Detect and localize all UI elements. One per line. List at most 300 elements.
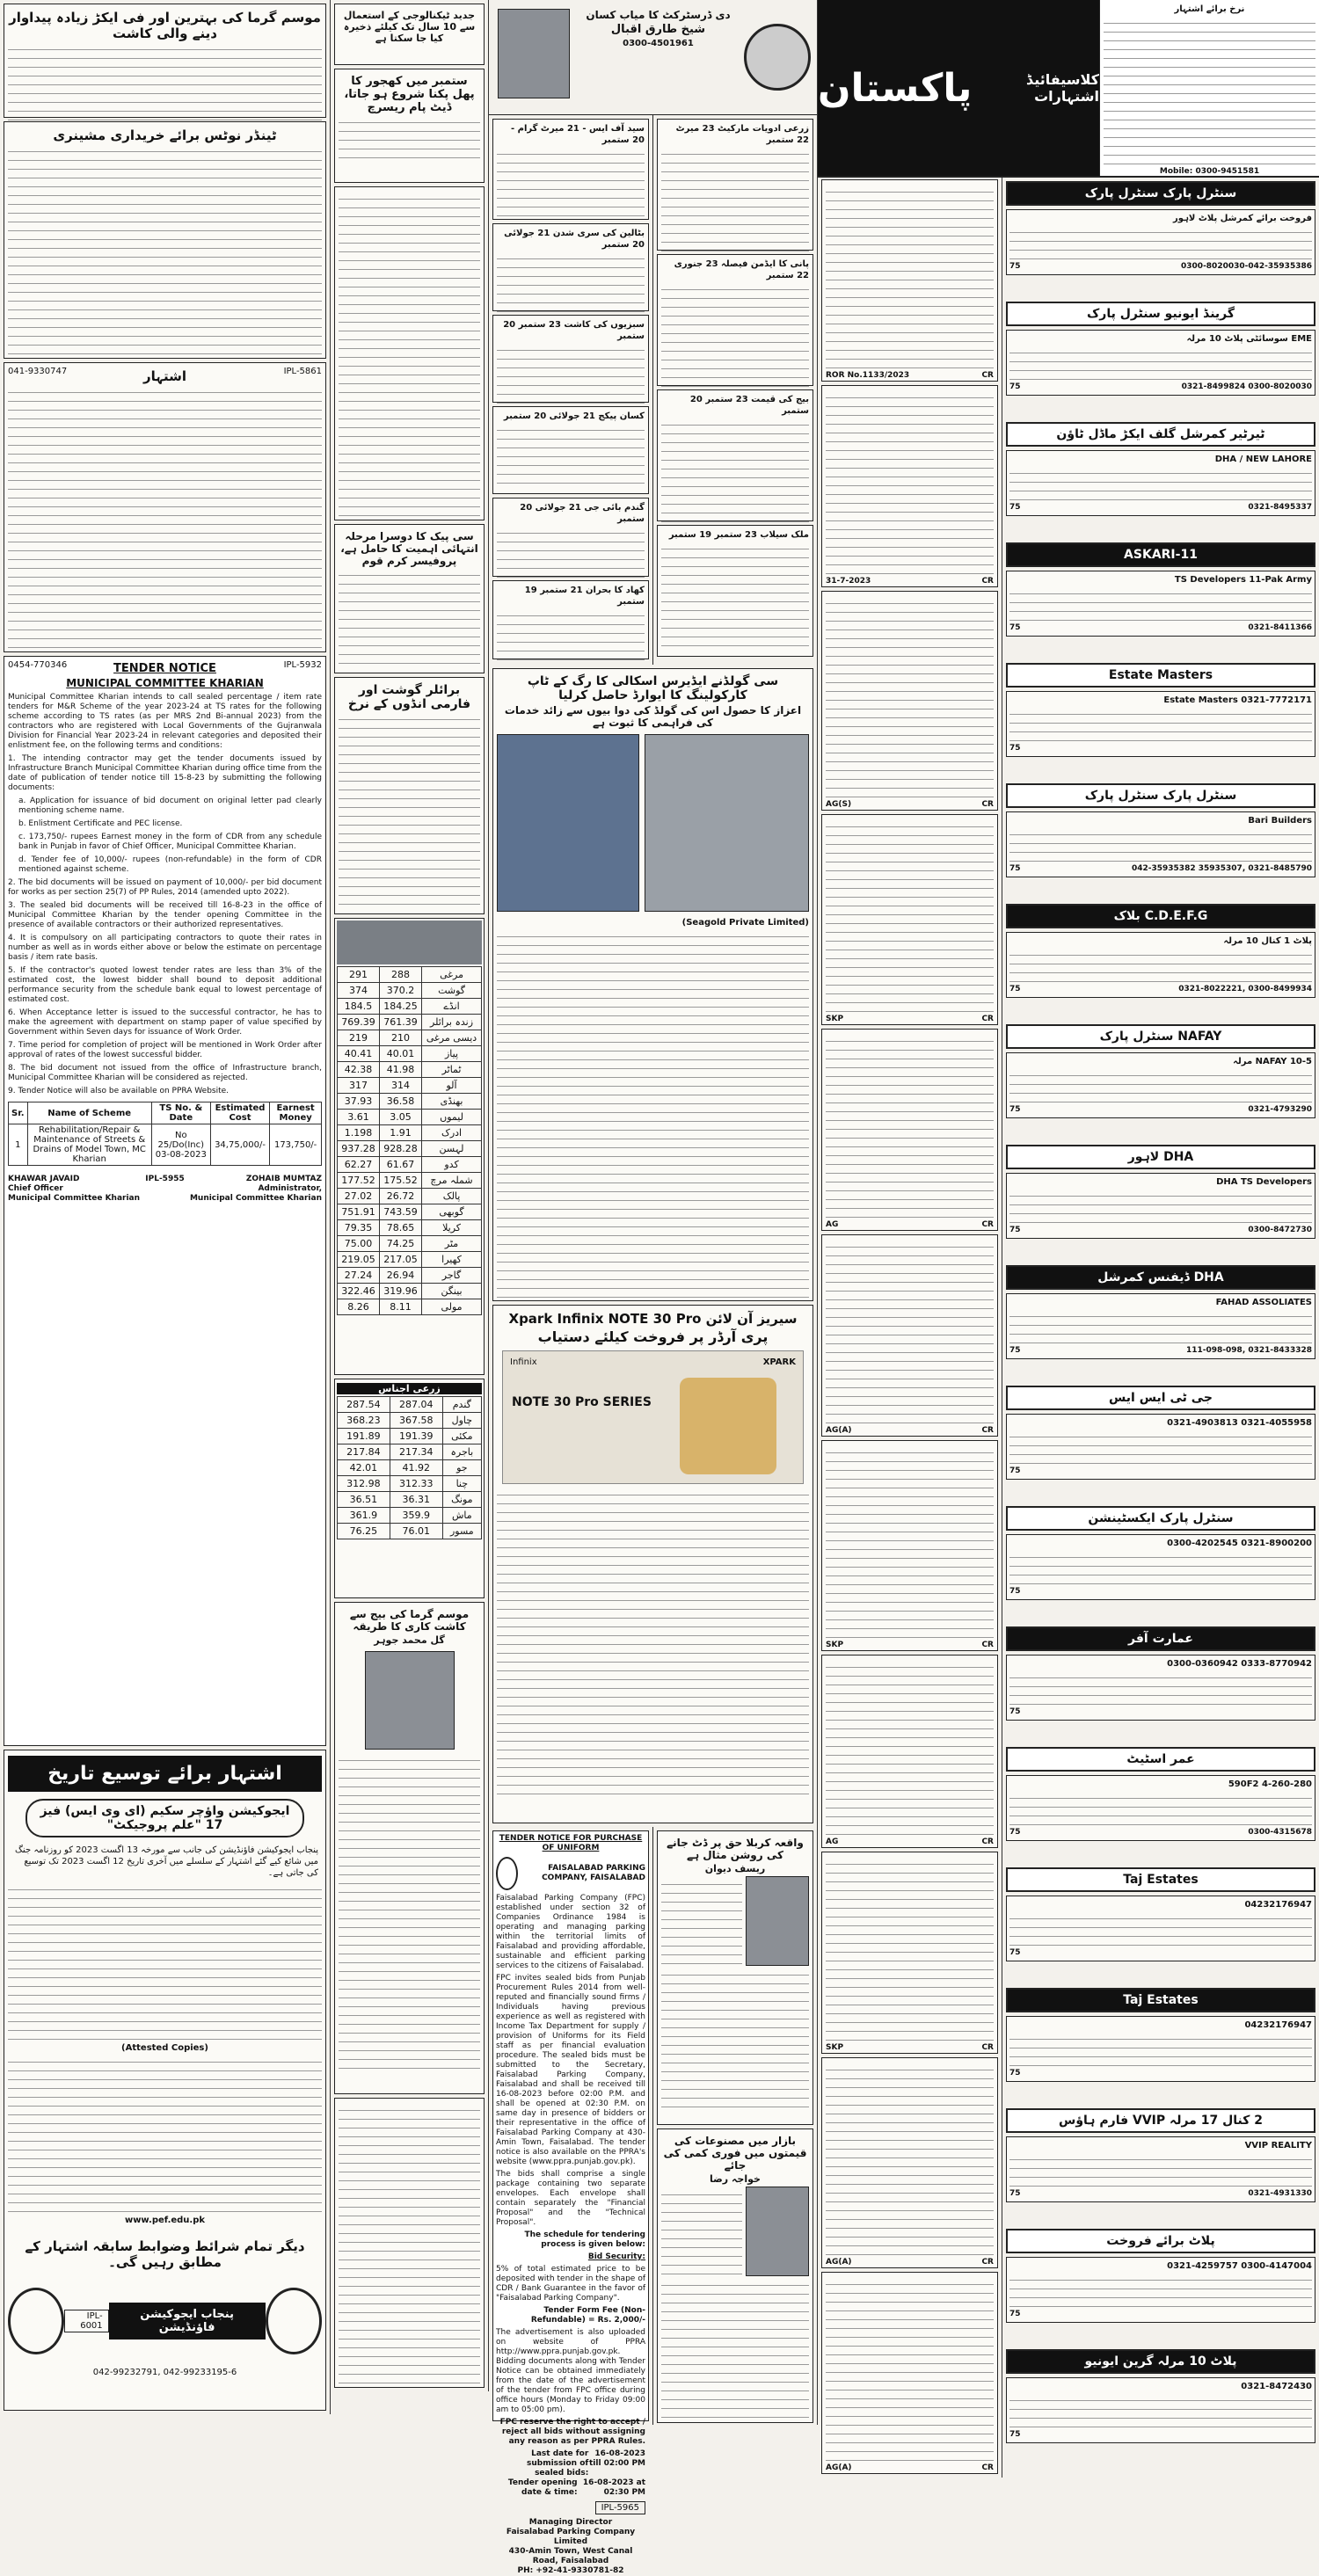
rate-row bbox=[338, 1299, 482, 1315]
rate-item: چنا bbox=[442, 1476, 481, 1492]
classified-title: Estate Masters bbox=[1006, 663, 1315, 688]
column-agri-news bbox=[331, 0, 489, 2391]
pef-subtitle: ایجوکیشن واؤچر سکیم (ای وی ایس) فیز 17 "علم پروجیکٹ" bbox=[26, 1799, 304, 1837]
rate-value: 217.84 bbox=[338, 1444, 390, 1460]
seed-ad bbox=[4, 4, 326, 118]
rate-value: 312.98 bbox=[338, 1476, 390, 1492]
classified-ad bbox=[1002, 1626, 1319, 1743]
classified-ad bbox=[1002, 542, 1319, 659]
classified-ad bbox=[1002, 422, 1319, 539]
classified-text: NAFAY 10-5 مرلہ bbox=[1233, 1057, 1312, 1066]
tender-notice-kharian bbox=[4, 656, 326, 1746]
rate-value: 8.26 bbox=[338, 1299, 380, 1315]
classified-phone: 0321-8022221, 0300-8499934 bbox=[1178, 985, 1312, 993]
rate-value: 219.05 bbox=[338, 1252, 380, 1268]
tender-item: 6. When Acceptance letter is issued to the successful contractor, he has to make the agreement with department on stamp paper of value specified by Government within Seven days for issuance of Work Order. bbox=[8, 1008, 322, 1037]
cpec-article: سی پیک کا دوسرا مرحلہ انتہائی اہمیت کا حامل ہے، پروفیسر کرم قوم bbox=[334, 524, 485, 673]
table-row: 1 Rehabilitation/Repair & Maintenance of Streets & Drains of Model Town, MC Kharian No 25/Do(Inc) 03-08-2023 34,75,000/- 173,750/- bbox=[9, 1124, 322, 1166]
notice-ref: AG bbox=[826, 1837, 839, 1846]
tender-item: a. Application for issuance of bid document on original letter pad clearly mentioning scheme name. bbox=[18, 797, 322, 815]
rate-value: 319.96 bbox=[380, 1284, 422, 1299]
center-bottom bbox=[489, 1827, 817, 2575]
rate-item: شملہ مرچ bbox=[422, 1173, 482, 1189]
rate-item: ماش bbox=[442, 1508, 481, 1524]
rate-item: جو bbox=[442, 1460, 481, 1476]
rate-value: 317 bbox=[338, 1078, 380, 1094]
court-notice bbox=[821, 179, 998, 382]
classified-phone: 0321-4931330 bbox=[1248, 2189, 1312, 2198]
karbala-column: واقعہ کربلا حق پر ڈٹ جانے کی روشن مثال ہے ریسف دیوان bbox=[657, 1830, 813, 2125]
classified-phone: 0321-8499824 0300-8020030 bbox=[1181, 382, 1312, 391]
table-header: TS No. & Date bbox=[151, 1102, 210, 1124]
rate-value: 314 bbox=[380, 1078, 422, 1094]
rate-value: 36.51 bbox=[338, 1492, 390, 1508]
classified-rate: 75 bbox=[1009, 1466, 1021, 1475]
rate-item: گوشت bbox=[422, 983, 482, 999]
rate-item: کدو bbox=[422, 1157, 482, 1173]
rate-value: 42.38 bbox=[338, 1062, 380, 1078]
rate-value: 288 bbox=[380, 967, 422, 983]
rate-row bbox=[338, 1413, 482, 1429]
rate-row bbox=[338, 967, 482, 983]
rate-value: 287.54 bbox=[338, 1397, 390, 1413]
rate-row bbox=[338, 1125, 482, 1141]
column-center bbox=[489, 0, 818, 2575]
rate-row bbox=[338, 999, 482, 1015]
rate-value: 79.35 bbox=[338, 1220, 380, 1236]
rate-value: 61.67 bbox=[380, 1157, 422, 1173]
pef-footer: دیگر تمام شرائط وضوابط سابقہ اشتہار کے مطابق رہیں گی۔ bbox=[25, 2238, 305, 2270]
classified-text: 0300-4147004 0321-4259757 bbox=[1167, 2261, 1312, 2271]
letters-col-b: سید آف ایس - 21 میرٹ گرام - 20 ستمبر بٹالین کی سری شدن 21 جولائی 20 ستمبر سبزیوں کی کاشت 23 ستمبر 20 ستمبر کسان پیکج 21 جولائی 20 ستمبر گندم بائی جی 21 جولائی 20 ستمبر کھاد کا بحران 21 ستمبر 19 ستمبر bbox=[489, 115, 652, 665]
classified-text: 0321-8472430 bbox=[1241, 2382, 1312, 2391]
rate-item: مونگ bbox=[442, 1492, 481, 1508]
writer-photo bbox=[365, 1651, 455, 1750]
rate-value: 361.9 bbox=[338, 1508, 390, 1524]
rate-value: 3.05 bbox=[380, 1110, 422, 1125]
pef-extension-ad bbox=[4, 1750, 326, 2411]
classified-rate: 75 bbox=[1009, 262, 1021, 271]
court-notice bbox=[821, 1029, 998, 1231]
table-header: Name of Scheme bbox=[27, 1102, 151, 1124]
notice-cr: CR bbox=[981, 1015, 994, 1023]
letters-col-a: زرعی ادویات مارکیٹ 23 میرٹ 22 ستمبر پانی کا ایڈمن فیصلہ 23 جنوری 22 ستمبر بیج کی قیمت 23 ستمبر 20 ستمبر ملک سیلاب 23 ستمبر 19 ستمبر bbox=[652, 115, 817, 665]
classified-ad bbox=[1002, 1506, 1319, 1623]
rate-value: 210 bbox=[380, 1030, 422, 1046]
rate-row bbox=[338, 1268, 482, 1284]
classified-phone: 0300-8020030-042-35935386 bbox=[1181, 262, 1312, 271]
classified-text: 590F2 4-260-280 bbox=[1228, 1779, 1312, 1789]
court-notice bbox=[821, 2057, 998, 2268]
rate-value: 41.98 bbox=[380, 1062, 422, 1078]
tender-item: 8. The bid document not issued from the office of Infrastructure branch, Municipal Committee Kharian will be considered as rejected. bbox=[8, 1064, 322, 1082]
classified-ad bbox=[1002, 1386, 1319, 1503]
classified-ad bbox=[1002, 2349, 1319, 2466]
datepalm-tech-headline: جدید ٹیکنالوجی کے استعمال سے 10 سال تک کیلئے ذخیرہ کیا جا سکتا ہے bbox=[334, 4, 485, 65]
classified-phone: 0321-8411366 bbox=[1248, 623, 1312, 632]
award-trophy-photo bbox=[497, 734, 639, 912]
notice-cr: CR bbox=[981, 1641, 994, 1649]
court-notice bbox=[821, 2272, 998, 2474]
notice-ref: AG(A) bbox=[826, 2463, 852, 2472]
ffc-logo-icon bbox=[496, 1857, 518, 1890]
classified-ad bbox=[1002, 1145, 1319, 1262]
rate-item: کھیرا bbox=[422, 1252, 482, 1268]
ffc-tender-wrapper bbox=[489, 1827, 653, 2575]
rate-row bbox=[338, 1204, 482, 1220]
award-ceremony-photo bbox=[645, 734, 809, 912]
rate-row bbox=[338, 1094, 482, 1110]
rate-value: 76.01 bbox=[390, 1524, 442, 1539]
court-notice bbox=[821, 1440, 998, 1651]
classified-rate: 75 bbox=[1009, 2430, 1021, 2439]
classified-rate: 75 bbox=[1009, 1948, 1021, 1957]
rate-value: 937.28 bbox=[338, 1141, 380, 1157]
machinery-tender-title: ٹینڈر نوٹس برائے خریداری مشینری bbox=[53, 127, 277, 143]
tender-item: 3. The sealed bid documents will be received till 16-8-23 in the office of Municipal Committee Kharian by the tender opening Committee in the presence of available contractors or their authorized representatives. bbox=[8, 901, 322, 929]
notice-ref: 31-7-2023 bbox=[826, 577, 871, 586]
classified-title: پلاٹ برائے فروخت bbox=[1006, 2229, 1315, 2253]
pef-logo-icon bbox=[8, 2288, 64, 2354]
tender-ipl: IPL-5955 bbox=[145, 1175, 185, 1183]
tender-signatures: KHAWAR JAVAID Chief Officer Municipal Committee Kharian IPL-5955 ZOHAIB MUMTAZ Administrator, Municipal Committee Kharian bbox=[8, 1175, 322, 1203]
rate-row bbox=[338, 1492, 482, 1508]
rate-row bbox=[338, 1236, 482, 1252]
classified-text: Estate Masters 0321-7772171 bbox=[1163, 695, 1312, 705]
rate-value: 26.72 bbox=[380, 1189, 422, 1204]
classified-rate: 75 bbox=[1009, 1105, 1021, 1114]
notice-ref: ROR No.1133/2023 bbox=[826, 371, 910, 380]
court-notice bbox=[821, 591, 998, 811]
rate-value: 291 bbox=[338, 967, 380, 983]
tender-item: 7. Time period for completion of project will be mentioned in Work Order after approval of rates of the lowest successful bidder. bbox=[8, 1041, 322, 1059]
notice-ref: AG bbox=[826, 1220, 839, 1229]
classified-text: DHA / NEW LAHORE bbox=[1214, 455, 1312, 464]
notice-ref: SKP bbox=[826, 1641, 844, 1649]
classified-rate: 75 bbox=[1009, 1828, 1021, 1837]
rate-value: 287.04 bbox=[390, 1397, 442, 1413]
tender-item: c. 173,750/- rupees Earnest money in the form of CDR from any schedule bank in Punjab in favor of Chief Officer, Municipal Committee Kharian. bbox=[18, 833, 322, 851]
rate-item: ادرک bbox=[422, 1125, 482, 1141]
classified-title: Taj Estates bbox=[1006, 1867, 1315, 1892]
rate-value: 27.24 bbox=[338, 1268, 380, 1284]
column-court-notices bbox=[818, 0, 1002, 2478]
rate-value: 761.39 bbox=[380, 1015, 422, 1030]
rate-value: 191.89 bbox=[338, 1429, 390, 1444]
rate-value: 76.25 bbox=[338, 1524, 390, 1539]
rate-row bbox=[338, 1141, 482, 1157]
tender-item: d. Tender fee of 10,000/- rupees (non-refundable) in the form of CDR mentioned against scheme. bbox=[18, 855, 322, 874]
notice-cr: CR bbox=[981, 800, 994, 809]
masthead bbox=[818, 0, 1319, 178]
rate-value: 368.23 bbox=[338, 1413, 390, 1429]
notice-ref: AG(S) bbox=[826, 800, 852, 809]
classified-text: DHA TS Developers bbox=[1216, 1177, 1312, 1187]
classified-text: EME سوسائٹی پلاٹ 10 مرلہ bbox=[1186, 334, 1312, 344]
rate-row bbox=[338, 1157, 482, 1173]
classified-title: ٹیرٹیر کمرشل گلف ایکڑ ماڈل ٹاؤن bbox=[1006, 422, 1315, 447]
prices-writer-photo bbox=[746, 2187, 809, 2276]
grain-rates-table bbox=[337, 1396, 482, 1539]
grain-rates: زرعی اجناس 287.54 287.04 گندم 368.23 367.58 چاول 191.89 191.39 مکئی 217.84 217.34 باجرہ 42.01 41.92 جو 312.98 312.33 چنا 36.51 36.31 مونگ 361.9 359.9 ماش 76.25 76.01 مسور bbox=[334, 1379, 485, 1598]
rate-value: 217.34 bbox=[390, 1444, 442, 1460]
classified-ad bbox=[1002, 2229, 1319, 2346]
rate-item: کریلا bbox=[422, 1220, 482, 1236]
tender-item: 5. If the contractor's quoted lowest tender rates are less than 3% of the estimated cost, the lowest bidder shall bound to deposit additional performance security from the schedule bank equal to lowest percentage of estimated cost. bbox=[8, 966, 322, 1004]
rate-value: 42.01 bbox=[338, 1460, 390, 1476]
header-columnist-phone: 0300-4501961 bbox=[623, 39, 694, 48]
rate-value: 367.58 bbox=[390, 1413, 442, 1429]
rate-item: مٹر bbox=[422, 1236, 482, 1252]
rate-row bbox=[338, 1015, 482, 1030]
pef-ipl: IPL-6001 bbox=[64, 2310, 108, 2332]
rate-value: 74.25 bbox=[380, 1236, 422, 1252]
rate-value: 928.28 bbox=[380, 1141, 422, 1157]
classified-phone: 042-35935382 35935307, 0321-8485790 bbox=[1131, 864, 1312, 873]
classified-title: DHA لاہور bbox=[1006, 1145, 1315, 1169]
rate-item: زندہ برائلر bbox=[422, 1015, 482, 1030]
notice-cr: CR bbox=[981, 1220, 994, 1229]
notice-cr: CR bbox=[981, 2258, 994, 2267]
tender-org: MUNICIPAL COMMITTEE KHARIAN bbox=[66, 677, 264, 689]
classified-title: گرینڈ ایونیو سنٹرل پارک bbox=[1006, 302, 1315, 326]
classified-text: 0321-4055958 0321-4903813 bbox=[1167, 1418, 1312, 1428]
rate-value: 40.01 bbox=[380, 1046, 422, 1062]
header-columnist-name: شیخ طارق اقبال bbox=[610, 23, 706, 36]
rate-row bbox=[338, 1078, 482, 1094]
rate-value: 177.52 bbox=[338, 1173, 380, 1189]
tender-scheme-table bbox=[8, 1102, 322, 1166]
classified-ad bbox=[1002, 1265, 1319, 1382]
tender-item: 9. Tender Notice will also be available on PPRA Website. bbox=[8, 1087, 230, 1095]
notice-ref: AG(A) bbox=[826, 2258, 852, 2267]
seed-ad-title: موسم گرما کی بہترین اور فی ایکڑ زیادہ پیداوار دینے والی کاشت bbox=[9, 10, 321, 41]
rate-row bbox=[338, 1030, 482, 1046]
rate-item: پیاز bbox=[422, 1046, 482, 1062]
general-notice-title: اشتہار bbox=[142, 368, 187, 384]
rate-item: مولی bbox=[422, 1299, 482, 1315]
machinery-tender-phone: 041-9330747 bbox=[8, 367, 68, 376]
machinery-tender-ipl: IPL-5861 bbox=[283, 367, 322, 376]
datepalm-article bbox=[334, 186, 485, 520]
classified-text: Bari Builders bbox=[1248, 816, 1312, 826]
rate-item: گاجر bbox=[422, 1268, 482, 1284]
rate-value: 1.198 bbox=[338, 1125, 380, 1141]
classified-text: TS Developers 11-Pak Army bbox=[1174, 575, 1312, 585]
ffc-ipl: IPL-5965 bbox=[595, 2501, 645, 2514]
seagold-award-article: سی گولڈنے ایڈیرس اسکالی کا رگ کے ٹاپ کارکولینگ کا ایوارڈ حاصل کرلیا اعزاز کا حصول اس کی گولڈ کی دوا بیوں سے زائد خدمات کی فراہمی کا ثبوت ہے (Seagold Private Limited) bbox=[492, 668, 813, 1301]
rate-value: 751.91 bbox=[338, 1204, 380, 1220]
rate-value: 78.65 bbox=[380, 1220, 422, 1236]
classified-ad bbox=[1002, 1988, 1319, 2105]
rate-row bbox=[338, 1524, 482, 1539]
notice-ref: SKP bbox=[826, 1015, 844, 1023]
classified-title: عمارت آفر bbox=[1006, 1626, 1315, 1651]
writers-wrapper bbox=[653, 1827, 817, 2425]
header-ad bbox=[489, 0, 817, 115]
court-notice bbox=[821, 1234, 998, 1437]
tender-item: 2. The bid documents will be issued on payment of 10,000/- per bid document for works as per section 25(7) of PP Rules, 2014 (amended upto 2022). bbox=[8, 878, 322, 897]
rate-value: 26.94 bbox=[380, 1268, 422, 1284]
classified-rate: 75 bbox=[1009, 985, 1021, 993]
classified-text: 0333-8770942 0300-0360942 bbox=[1167, 1659, 1312, 1669]
classified-title: جی ٹی ایس ایس bbox=[1006, 1386, 1315, 1410]
column-left bbox=[0, 0, 331, 2414]
rate-row bbox=[338, 1284, 482, 1299]
prices-column: بازار میں مصنوعات کی قیمتوں میں فوری کمی کی جائے خواجہ رضا bbox=[657, 2128, 813, 2423]
classified-text: 0321-8900200 0300-4202545 bbox=[1167, 1539, 1312, 1548]
notice-cr: CR bbox=[981, 2463, 994, 2472]
broiler-article: برائلر گوشت اور فارمی انڈوں کے نرخ bbox=[334, 677, 485, 914]
classified-rate: 75 bbox=[1009, 1346, 1021, 1355]
notice-cr: CR bbox=[981, 1426, 994, 1435]
rate-value: 36.58 bbox=[380, 1094, 422, 1110]
rate-value: 322.46 bbox=[338, 1284, 380, 1299]
rate-row bbox=[338, 1110, 482, 1125]
rate-item: گندم bbox=[442, 1397, 481, 1413]
rate-item: پالک bbox=[422, 1189, 482, 1204]
rate-row bbox=[338, 1062, 482, 1078]
rate-value: 359.9 bbox=[390, 1508, 442, 1524]
rate-value: 1.91 bbox=[380, 1125, 422, 1141]
classified-title: سنٹرل پارک سنٹرل پارک bbox=[1006, 181, 1315, 206]
col2-bottom-article bbox=[334, 2098, 485, 2388]
notice-cr: CR bbox=[981, 2043, 994, 2052]
rate-item: آلو bbox=[422, 1078, 482, 1094]
classified-phone: 0300-8472730 bbox=[1248, 1226, 1312, 1234]
rate-row bbox=[338, 1189, 482, 1204]
rate-item: لیموں bbox=[422, 1110, 482, 1125]
classified-title: 2 کنال 17 مرلہ VVIP فارم ہاؤس bbox=[1006, 2108, 1315, 2133]
classified-ad bbox=[1002, 181, 1319, 298]
rate-row bbox=[338, 1397, 482, 1413]
court-notice bbox=[821, 1655, 998, 1848]
rate-value: 219 bbox=[338, 1030, 380, 1046]
classified-ad bbox=[1002, 904, 1319, 1021]
rate-value: 37.93 bbox=[338, 1094, 380, 1110]
notice-cr: CR bbox=[981, 371, 994, 380]
infinix-article: Xpark Infinix NOTE 30 Pro سیریز آن لائن پری آرڈر پر فروخت کیلئے دستیاب Infinix XPARK NOTE 30 Pro SERIES bbox=[492, 1305, 813, 1823]
datepalm-headline: ستمبر میں کھجور کا پھل پکنا شروع ہو جاتا، ڈیٹ پام ریسرچ bbox=[334, 69, 485, 183]
rate-value: 8.11 bbox=[380, 1299, 422, 1315]
rate-value: 75.00 bbox=[338, 1236, 380, 1252]
masthead-mobile: Mobile: 0300-9451581 bbox=[1159, 167, 1260, 176]
rates-label: نرخ برائے اشتہار bbox=[1174, 4, 1245, 14]
tender-item: b. Enlistment Certificate and PEC license. bbox=[18, 819, 183, 828]
pef-title: اشتہار برائے توسیع تاریخ bbox=[8, 1756, 322, 1792]
table-header: Estimated Cost bbox=[210, 1102, 269, 1124]
rate-value: 769.39 bbox=[338, 1015, 380, 1030]
rate-row bbox=[338, 1173, 482, 1189]
classified-phone: 0300-4315678 bbox=[1248, 1828, 1312, 1837]
infinix-product-banner: Infinix XPARK NOTE 30 Pro SERIES bbox=[502, 1350, 804, 1484]
rate-value: 3.61 bbox=[338, 1110, 380, 1125]
rate-value: 374 bbox=[338, 983, 380, 999]
general-notice-phone: 0454-770346 bbox=[8, 660, 68, 670]
rate-value: 41.92 bbox=[390, 1460, 442, 1476]
phone-image-icon bbox=[680, 1378, 776, 1474]
rate-item: باجرہ bbox=[442, 1444, 481, 1460]
rate-value: 62.27 bbox=[338, 1157, 380, 1173]
rate-value: 217.05 bbox=[380, 1252, 422, 1268]
rate-value: 27.02 bbox=[338, 1189, 380, 1204]
classified-rate: 75 bbox=[1009, 1587, 1021, 1596]
general-notice-ipl: IPL-5932 bbox=[283, 660, 322, 670]
market-banner-icon bbox=[337, 921, 482, 964]
classified-rate: 75 bbox=[1009, 1226, 1021, 1234]
rate-row bbox=[338, 1046, 482, 1062]
rate-value: 36.31 bbox=[390, 1492, 442, 1508]
rate-item: انڈے bbox=[422, 999, 482, 1015]
rate-value: 184.5 bbox=[338, 999, 380, 1015]
tender-item: 4. It is compulsory on all participating contractors to quote their rates in number as well as in words either above or below the estimate on percentage basis / item rate basis. bbox=[8, 934, 322, 962]
classified-text: VVIP REALITY bbox=[1244, 2141, 1312, 2150]
rate-value: 191.39 bbox=[390, 1429, 442, 1444]
pef-website[interactable]: www.pef.edu.pk bbox=[124, 2216, 206, 2225]
letters-grid bbox=[489, 115, 817, 665]
classified-rate: 75 bbox=[1009, 1707, 1021, 1716]
rate-value: 175.52 bbox=[380, 1173, 422, 1189]
rate-item: چاول bbox=[442, 1413, 481, 1429]
punjab-gov-logo-icon bbox=[266, 2288, 322, 2354]
vegetable-rates bbox=[334, 918, 485, 1375]
classified-rate: 75 bbox=[1009, 2310, 1021, 2318]
classified-title: Taj Estates bbox=[1006, 1988, 1315, 2012]
court-notice bbox=[821, 385, 998, 587]
masthead-title: پاکستان کلاسیفائیڈ اشتہارات bbox=[818, 0, 1099, 176]
rate-row bbox=[338, 1476, 482, 1492]
rate-row bbox=[338, 1508, 482, 1524]
classified-text: پلاٹ 1 کنال 10 مرلہ bbox=[1223, 936, 1312, 946]
classified-rate: 75 bbox=[1009, 503, 1021, 512]
rate-value: 743.59 bbox=[380, 1204, 422, 1220]
vegetable-rates-table bbox=[337, 966, 482, 1315]
tender-intro: Municipal Committee Kharian intends to call sealed percentage / item rate tenders for M&R Scheme of the year 2023-24 at TS rates for the following scheme according to TS rates (as per MRS 2nd Bi-annual 2023) from the contractors who are registered with Local Governments of the Gujranwala Division for Financial Year 2023-24 in relevant categories and deposited their enlistment fee, on the following terms and conditions: bbox=[8, 693, 322, 750]
classified-title: سنٹرل پارک ایکسٹینشن bbox=[1006, 1506, 1315, 1531]
classified-text: FAHAD ASSOLIATES bbox=[1215, 1298, 1312, 1307]
classified-title: NAFAY سنٹرل پارک bbox=[1006, 1024, 1315, 1049]
classified-rate: 75 bbox=[1009, 2069, 1021, 2078]
classified-rate: 75 bbox=[1009, 382, 1021, 391]
classified-text: فروخت برائے کمرشل پلاٹ لاہور bbox=[1173, 214, 1312, 223]
pef-phones: 042-99232791, 042-99233195-6 bbox=[92, 2368, 237, 2377]
table-header: Sr. bbox=[9, 1102, 28, 1124]
rate-item: بینگن bbox=[422, 1284, 482, 1299]
rate-value: 184.25 bbox=[380, 999, 422, 1015]
rate-item: مسور bbox=[442, 1524, 481, 1539]
header-column-title: دی ڈرسٹرکٹ کا میاب کسان bbox=[586, 9, 731, 21]
classified-ad bbox=[1002, 302, 1319, 418]
rate-item: لہسن bbox=[422, 1141, 482, 1157]
classified-ad bbox=[1002, 663, 1319, 780]
rate-item: گوبھی bbox=[422, 1204, 482, 1220]
classified-title: DHA ڈیفنس کمرشل bbox=[1006, 1265, 1315, 1290]
table-header: Earnest Money bbox=[270, 1102, 322, 1124]
classified-list bbox=[1002, 181, 1319, 2466]
notice-ref: AG(A) bbox=[826, 1426, 852, 1435]
classified-ad bbox=[1002, 1747, 1319, 1864]
rate-row bbox=[338, 1444, 482, 1460]
court-notice bbox=[821, 814, 998, 1025]
columnist-photo bbox=[498, 9, 570, 98]
pef-body: پنجاب ایجوکیشن فاؤنڈیشن کی جانب سے مورخہ 13 اگست 2023 کو روزنامہ جنگ میں شائع کیے گئے اشتہار کے سلسلے میں آخری تاریخ 12 اگست 2023 تک توسیع کی جاتی ہے۔ bbox=[14, 1845, 318, 1878]
classified-title: عمر اسٹیٹ bbox=[1006, 1747, 1315, 1772]
notice-ref: SKP bbox=[826, 2043, 844, 2052]
writer-column: موسم گرما کی بیج سے کاشت کاری کا طریقہ گل محمد جوہر bbox=[334, 1602, 485, 2094]
tender-item: 1. The intending contractor may get the tender documents issued by Infrastructure Branch Municipal Committee Kharian during office time from the date of publication of tender notice till 15-8-23 by submitting the following documents: bbox=[8, 754, 322, 792]
rate-row bbox=[338, 1460, 482, 1476]
rate-item: ٹماٹر bbox=[422, 1062, 482, 1078]
